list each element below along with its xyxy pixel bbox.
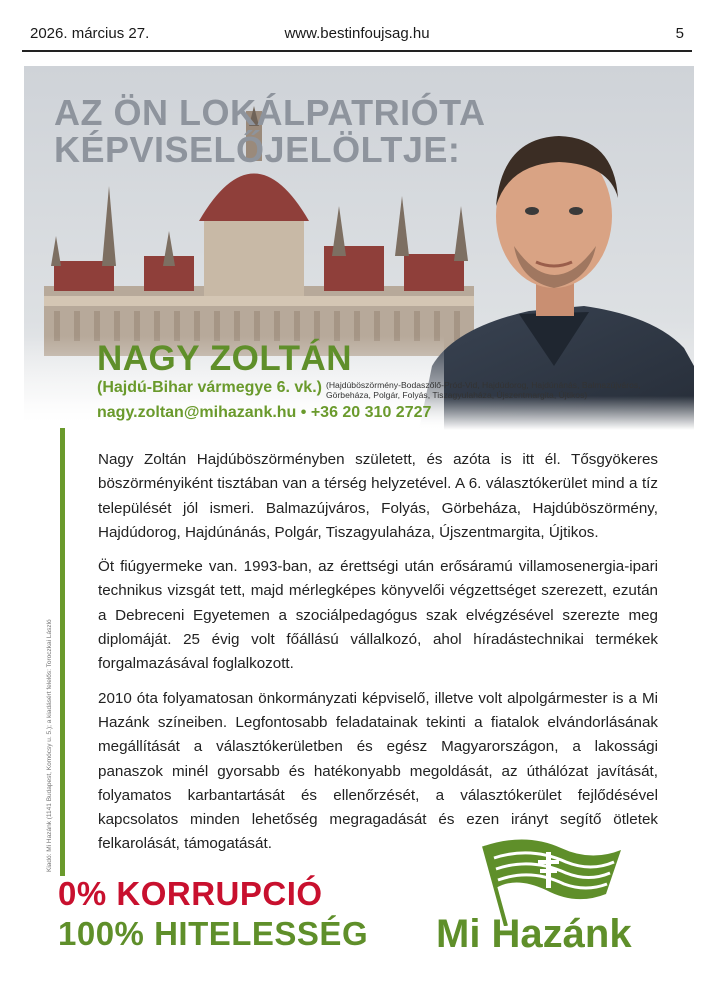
paragraph: 2010 óta folyamatosan önkormányzati képviselő, illetve volt alpolgármester is a Mi Hazánk színeiben. Legfontosabb feladatainak tekinti a fiatalok elvándorlásának megállítását a választókerületben és egész Magyarországon, a lakossági panaszok minél gyorsabb és hatékonyabb megoldását, az úthálózat javítását, folyamatos karbantartását és ellenőrzését, a választókerület fejlődésével kapcsolatos minden lehetőség megragadását és ezen irányt segítő ötletek felkarolását, támogatását. <box>98 689 658 853</box>
paragraph: Öt fiúgyermeke van. 1993-ban, az érettségi után erősáramú villamosenergia-ipari technikus vizsgát tett, majd mérlegképes könyvelői végzettséget szerezett, ezután a Debreceni Egyetemen a szociálpedagógus szak elvégzésével szerezte meg diplomáját. 25 évig volt főállású vállalkozó, ahol híradástechnikai termékek forgalmazásával foglalkozott. <box>98 558 658 673</box>
publisher-imprint: Kiadó: Mi Hazánk (1141 Budapest, Komócsy u. 5.); a kiadásért felelős: Toroczkai László <box>46 619 53 872</box>
hero-heading <box>54 94 485 168</box>
page-number: 5 <box>675 25 684 42</box>
district-row <box>97 378 697 400</box>
candidate-contact: nagy.zoltan@mihazank.hu • +36 20 310 2727 <box>97 404 432 421</box>
party-logo <box>436 836 676 966</box>
candidate-name: NAGY ZOLTÁN <box>97 339 353 378</box>
party-name: Mi Hazánk <box>436 912 632 956</box>
candidate-info <box>97 340 697 423</box>
website-url: www.bestinfoujsag.hu <box>284 25 430 42</box>
candidate-district: (Hajdú-Bihar vármegye 6. vk.) <box>97 379 322 396</box>
accent-bar <box>60 428 65 876</box>
hero-heading-line1: AZ ÖN LOKÁLPATRIÓTA <box>54 92 486 133</box>
slogan <box>58 874 368 954</box>
slogan-line1: 0% KORRUPCIÓ <box>58 875 323 912</box>
district-towns: (Hajdúböszörmény-Bodaszőlő-Pród-Vid, Hajdúdorog, Hajdúnánás, Balmazújváros, Görbeháza, Polgár, Folyás, Tiszagyulaháza, Újszentmargita, Újtikos) <box>325 380 641 400</box>
hero-heading-line2: KÉPVISELŐJELÖLTJE: <box>54 129 461 170</box>
issue-date: 2026. március 27. <box>30 25 150 42</box>
header-rule <box>22 50 692 52</box>
slogan-line2: 100% HITELESSÉG <box>58 915 369 952</box>
article-body <box>98 448 658 867</box>
page-header <box>0 0 714 52</box>
paragraph: Nagy Zoltán Hajdúböszörményben született, és azóta is itt él. Tősgyökeres böszörményiként tisztában van a térség helyzetével. A 6. választókerület mind a tíz települését jól ismeri. Balmazújváros, Folyás, Görbeháza, Hajdúböszörmény, Hajdúdorog, Hajdúnánás, Polgár, Tiszagyulaháza, Újszentmargita, Újtikos. <box>98 451 658 541</box>
